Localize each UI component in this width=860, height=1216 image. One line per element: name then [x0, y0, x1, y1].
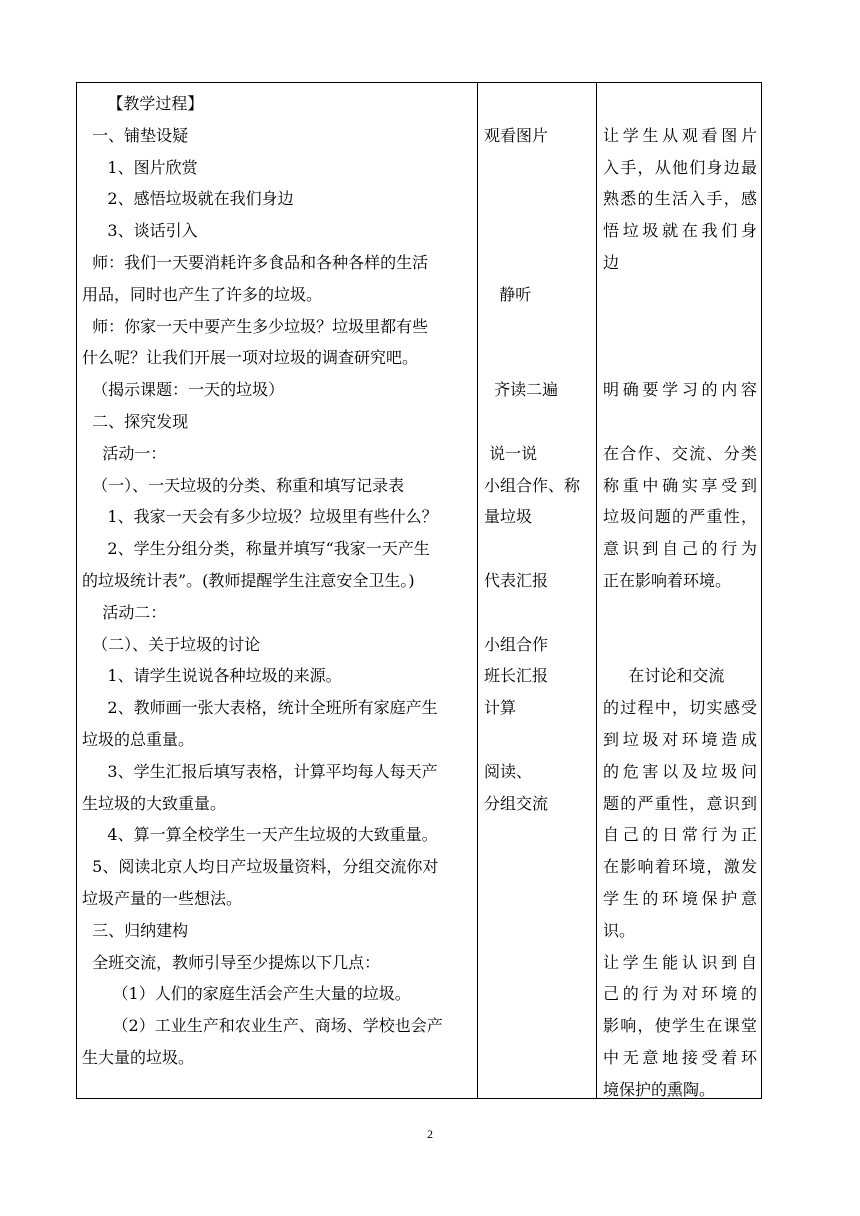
student-activity-column [484, 88, 594, 819]
text-line: 小组合作 [484, 634, 549, 654]
text-line [484, 597, 594, 629]
text-line: 活动一： [82, 443, 167, 463]
text-line: 明确要学习的内容 [603, 380, 757, 400]
text-line: 边 [603, 252, 620, 272]
teaching-process-column [82, 88, 474, 1074]
text-line: 二、探究发现 [82, 411, 189, 431]
text-line: 让学生从观看图片 [603, 125, 757, 145]
text-line: 在讨论和交流 [603, 666, 725, 686]
text-line: 1、图片欣赏 [82, 157, 198, 177]
text-line: （1）人们的家庭生活会产生大量的垃圾。 [82, 984, 411, 1004]
text-line [484, 183, 594, 215]
text-line: （揭示课题：一天的垃圾） [82, 380, 285, 400]
text-line [484, 88, 594, 120]
text-line: （二）、关于垃圾的讨论 [82, 634, 261, 654]
text-line [603, 342, 757, 374]
text-line [484, 247, 594, 279]
text-line: 自己的日常行为正 [603, 825, 757, 845]
text-line: 静听 [484, 284, 532, 304]
text-line: 的垃圾统计表”。(教师提醒学生注意安全卫生。) [82, 570, 415, 590]
design-intent-column [603, 88, 757, 1106]
text-line: 垃圾问题的严重性， [603, 507, 757, 527]
text-line [603, 406, 757, 438]
text-line [484, 724, 594, 756]
text-line [484, 533, 594, 565]
text-line: 3、谈话引入 [82, 221, 198, 241]
text-line: 识。 [603, 920, 636, 940]
column-divider [596, 82, 597, 1099]
text-line [603, 629, 757, 661]
text-line: 【教学过程】 [82, 94, 204, 113]
text-line: 题的严重性，意识到 [603, 793, 757, 813]
text-line [484, 406, 594, 438]
text-line: 生大量的垃圾。 [82, 1047, 195, 1067]
text-line: 师：你家一天中要产生多少垃圾？垃圾里都有些 [82, 316, 429, 336]
text-line: 齐读二遍 [484, 380, 559, 400]
column-divider [477, 82, 478, 1099]
text-line: 阅读、 [484, 761, 533, 781]
text-line: （2）工业生产和农业生产、商场、学校也会产 [82, 1016, 443, 1036]
text-line: 分组交流 [484, 793, 549, 813]
text-line: （一）、一天垃圾的分类、称重和填写记录表 [82, 475, 405, 495]
text-line: 小组合作、称 [484, 475, 581, 495]
text-line: 量垃圾 [484, 507, 533, 527]
text-line: 入手，从他们身边最 [603, 157, 757, 177]
text-line: 什么呢？让我们开展一项对垃圾的调查研究吧。 [82, 348, 419, 368]
text-line: 在影响着环境，激发 [603, 857, 757, 877]
text-line: 2、学生分组分类，称量并填写“我家一天产生 [82, 539, 430, 559]
text-line: 中无意地接受着环 [603, 1047, 757, 1067]
text-line [484, 311, 594, 343]
text-line: 计算 [484, 698, 517, 718]
text-line: 正在影响着环境。 [603, 570, 732, 590]
text-line: 一、铺垫设疑 [82, 125, 189, 145]
text-line: 悟垃圾就在我们身 [603, 221, 757, 241]
text-line: 4、算一算全校学生一天产生垃圾的大致重量。 [82, 825, 438, 845]
text-line: 己的行为对环境的 [603, 984, 757, 1004]
text-line [484, 215, 594, 247]
text-line: 垃圾产量的一些想法。 [82, 888, 243, 908]
text-line: 学生的环境保护意 [603, 888, 757, 908]
text-line: 1、我家一天会有多少垃圾？垃圾里有些什么？ [82, 507, 438, 527]
text-line: 全班交流，教师引导至少提炼以下几点： [82, 952, 381, 972]
text-line: 称重中确实享受到 [603, 475, 757, 495]
text-line [484, 152, 594, 184]
text-line [484, 342, 594, 374]
page-number: 2 [427, 1127, 433, 1141]
text-line: 意识到自己的行为 [603, 539, 757, 559]
text-line: 熟悉的生活入手，感 [603, 189, 757, 209]
text-line: 5、阅读北京人均日产垃圾量资料，分组交流你对 [82, 857, 439, 877]
text-line [603, 88, 757, 120]
text-line: 在合作、交流、分类 [603, 443, 757, 463]
text-line [603, 597, 757, 629]
text-line: 班长汇报 [484, 666, 549, 686]
text-line: 让学生能认识到自 [603, 952, 757, 972]
text-line: 生垃圾的大致重量。 [82, 793, 227, 813]
text-line: 的过程中，切实感受 [603, 698, 757, 718]
text-line: 观看图片 [484, 125, 549, 145]
text-line: 说一说 [484, 443, 538, 463]
text-line: 3、学生汇报后填写表格，计算平均每人每天产 [82, 761, 438, 781]
text-line: 活动二： [82, 602, 167, 622]
text-line [603, 279, 757, 311]
text-line: 垃圾的总重量。 [82, 729, 195, 749]
text-line [603, 311, 757, 343]
text-line: 2、教师画一张大表格，统计全班所有家庭产生 [82, 698, 438, 718]
text-line: 三、归纳建构 [82, 920, 189, 940]
text-line: 1、请学生说说各种垃圾的来源。 [82, 666, 342, 686]
text-line: 师：我们一天要消耗许多食品和各种各样的生活 [82, 252, 429, 272]
text-line: 2、感悟垃圾就在我们身边 [82, 189, 294, 209]
text-line: 境保护的熏陶。 [603, 1079, 716, 1099]
text-line: 代表汇报 [484, 570, 549, 590]
text-line: 影响，使学生在课堂 [603, 1016, 757, 1036]
text-line: 到垃圾对环境造成 [603, 729, 757, 749]
text-line: 的危害以及垃圾问 [603, 761, 757, 781]
text-line: 用品，同时也产生了许多的垃圾。 [82, 284, 323, 304]
